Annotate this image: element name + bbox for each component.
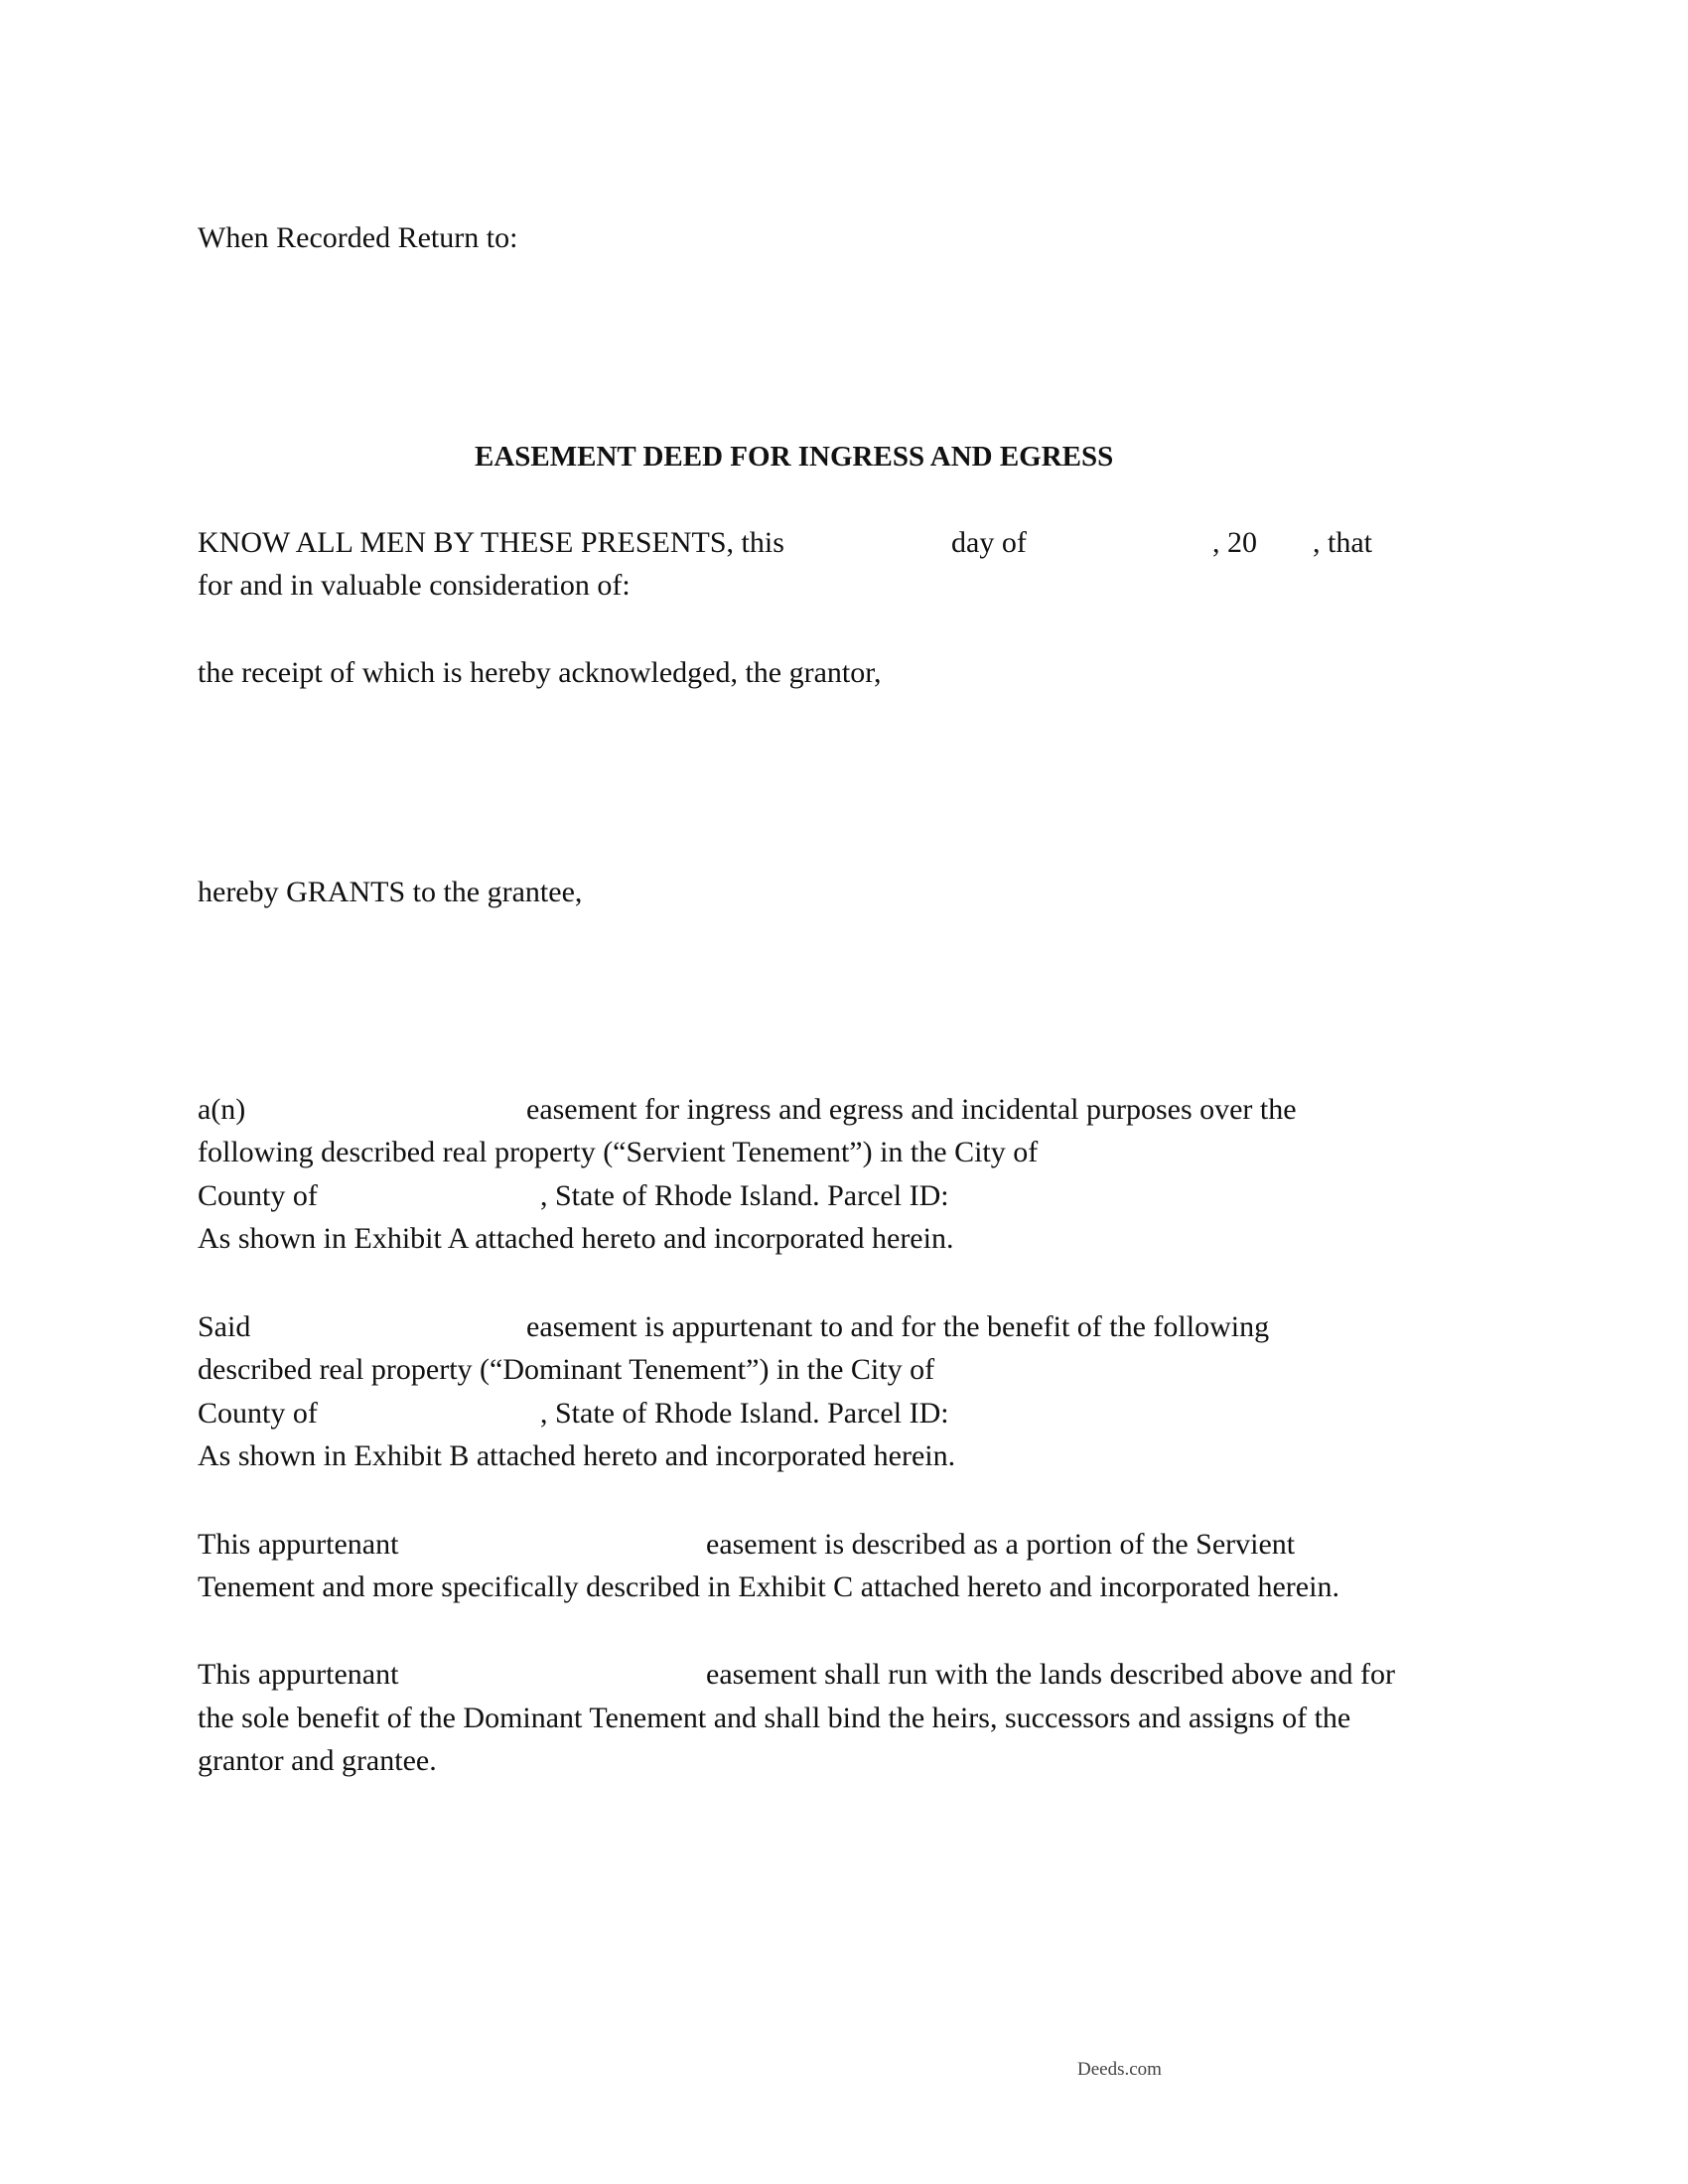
servient-county-label: County of: [198, 1179, 318, 1212]
footer-brand: Deeds.com: [1077, 2059, 1162, 2080]
described-line-2: Tenement and more specifically described in Exhibit C attached hereto and incorporated herein.: [198, 1570, 1339, 1603]
dominant-prefix: Said: [198, 1310, 251, 1343]
servient-line-2: following described real property (“Servient Tenement”) in the City of: [198, 1136, 1039, 1168]
dominant-line-1: easement is appurtenant to and for the benefit of the following: [526, 1310, 1270, 1343]
described-line-1: easement is described as a portion of the Servient: [706, 1528, 1296, 1561]
document-title: EASEMENT DEED FOR INGRESS AND EGRESS: [475, 441, 1114, 473]
intro-line-2: for and in valuable consideration of:: [198, 569, 631, 602]
servient-prefix: a(n): [198, 1093, 246, 1126]
runs-prefix: This appurtenant: [198, 1658, 399, 1691]
dominant-state-parcel: , State of Rhode Island. Parcel ID:: [540, 1397, 949, 1430]
runs-line-2: the sole benefit of the Dominant Tenement and shall bind the heirs, successors and assigns of the: [198, 1702, 1351, 1734]
dominant-county-label: County of: [198, 1397, 318, 1430]
receipt-line: the receipt of which is hereby acknowledged, the grantor,: [198, 656, 882, 689]
runs-line-3: grantor and grantee.: [198, 1744, 437, 1777]
intro-text-2: day of: [951, 526, 1027, 559]
runs-line-1: easement shall run with the lands described above and for: [706, 1658, 1395, 1691]
servient-state-parcel: , State of Rhode Island. Parcel ID:: [540, 1179, 949, 1212]
return-to-label: When Recorded Return to:: [198, 221, 518, 254]
intro-text-3: , 20: [1212, 526, 1257, 559]
grants-line: hereby GRANTS to the grantee,: [198, 876, 583, 908]
intro-text-1: KNOW ALL MEN BY THESE PRESENTS, this: [198, 526, 784, 559]
dominant-line-2: described real property (“Dominant Tenement”) in the City of: [198, 1353, 935, 1386]
servient-exhibit-line: As shown in Exhibit A attached hereto and incorporated herein.: [198, 1222, 954, 1255]
servient-line-1: easement for ingress and egress and incidental purposes over the: [526, 1093, 1297, 1126]
dominant-exhibit-line: As shown in Exhibit B attached hereto and incorporated herein.: [198, 1439, 956, 1472]
intro-text-4: , that: [1313, 526, 1372, 559]
described-prefix: This appurtenant: [198, 1528, 399, 1561]
